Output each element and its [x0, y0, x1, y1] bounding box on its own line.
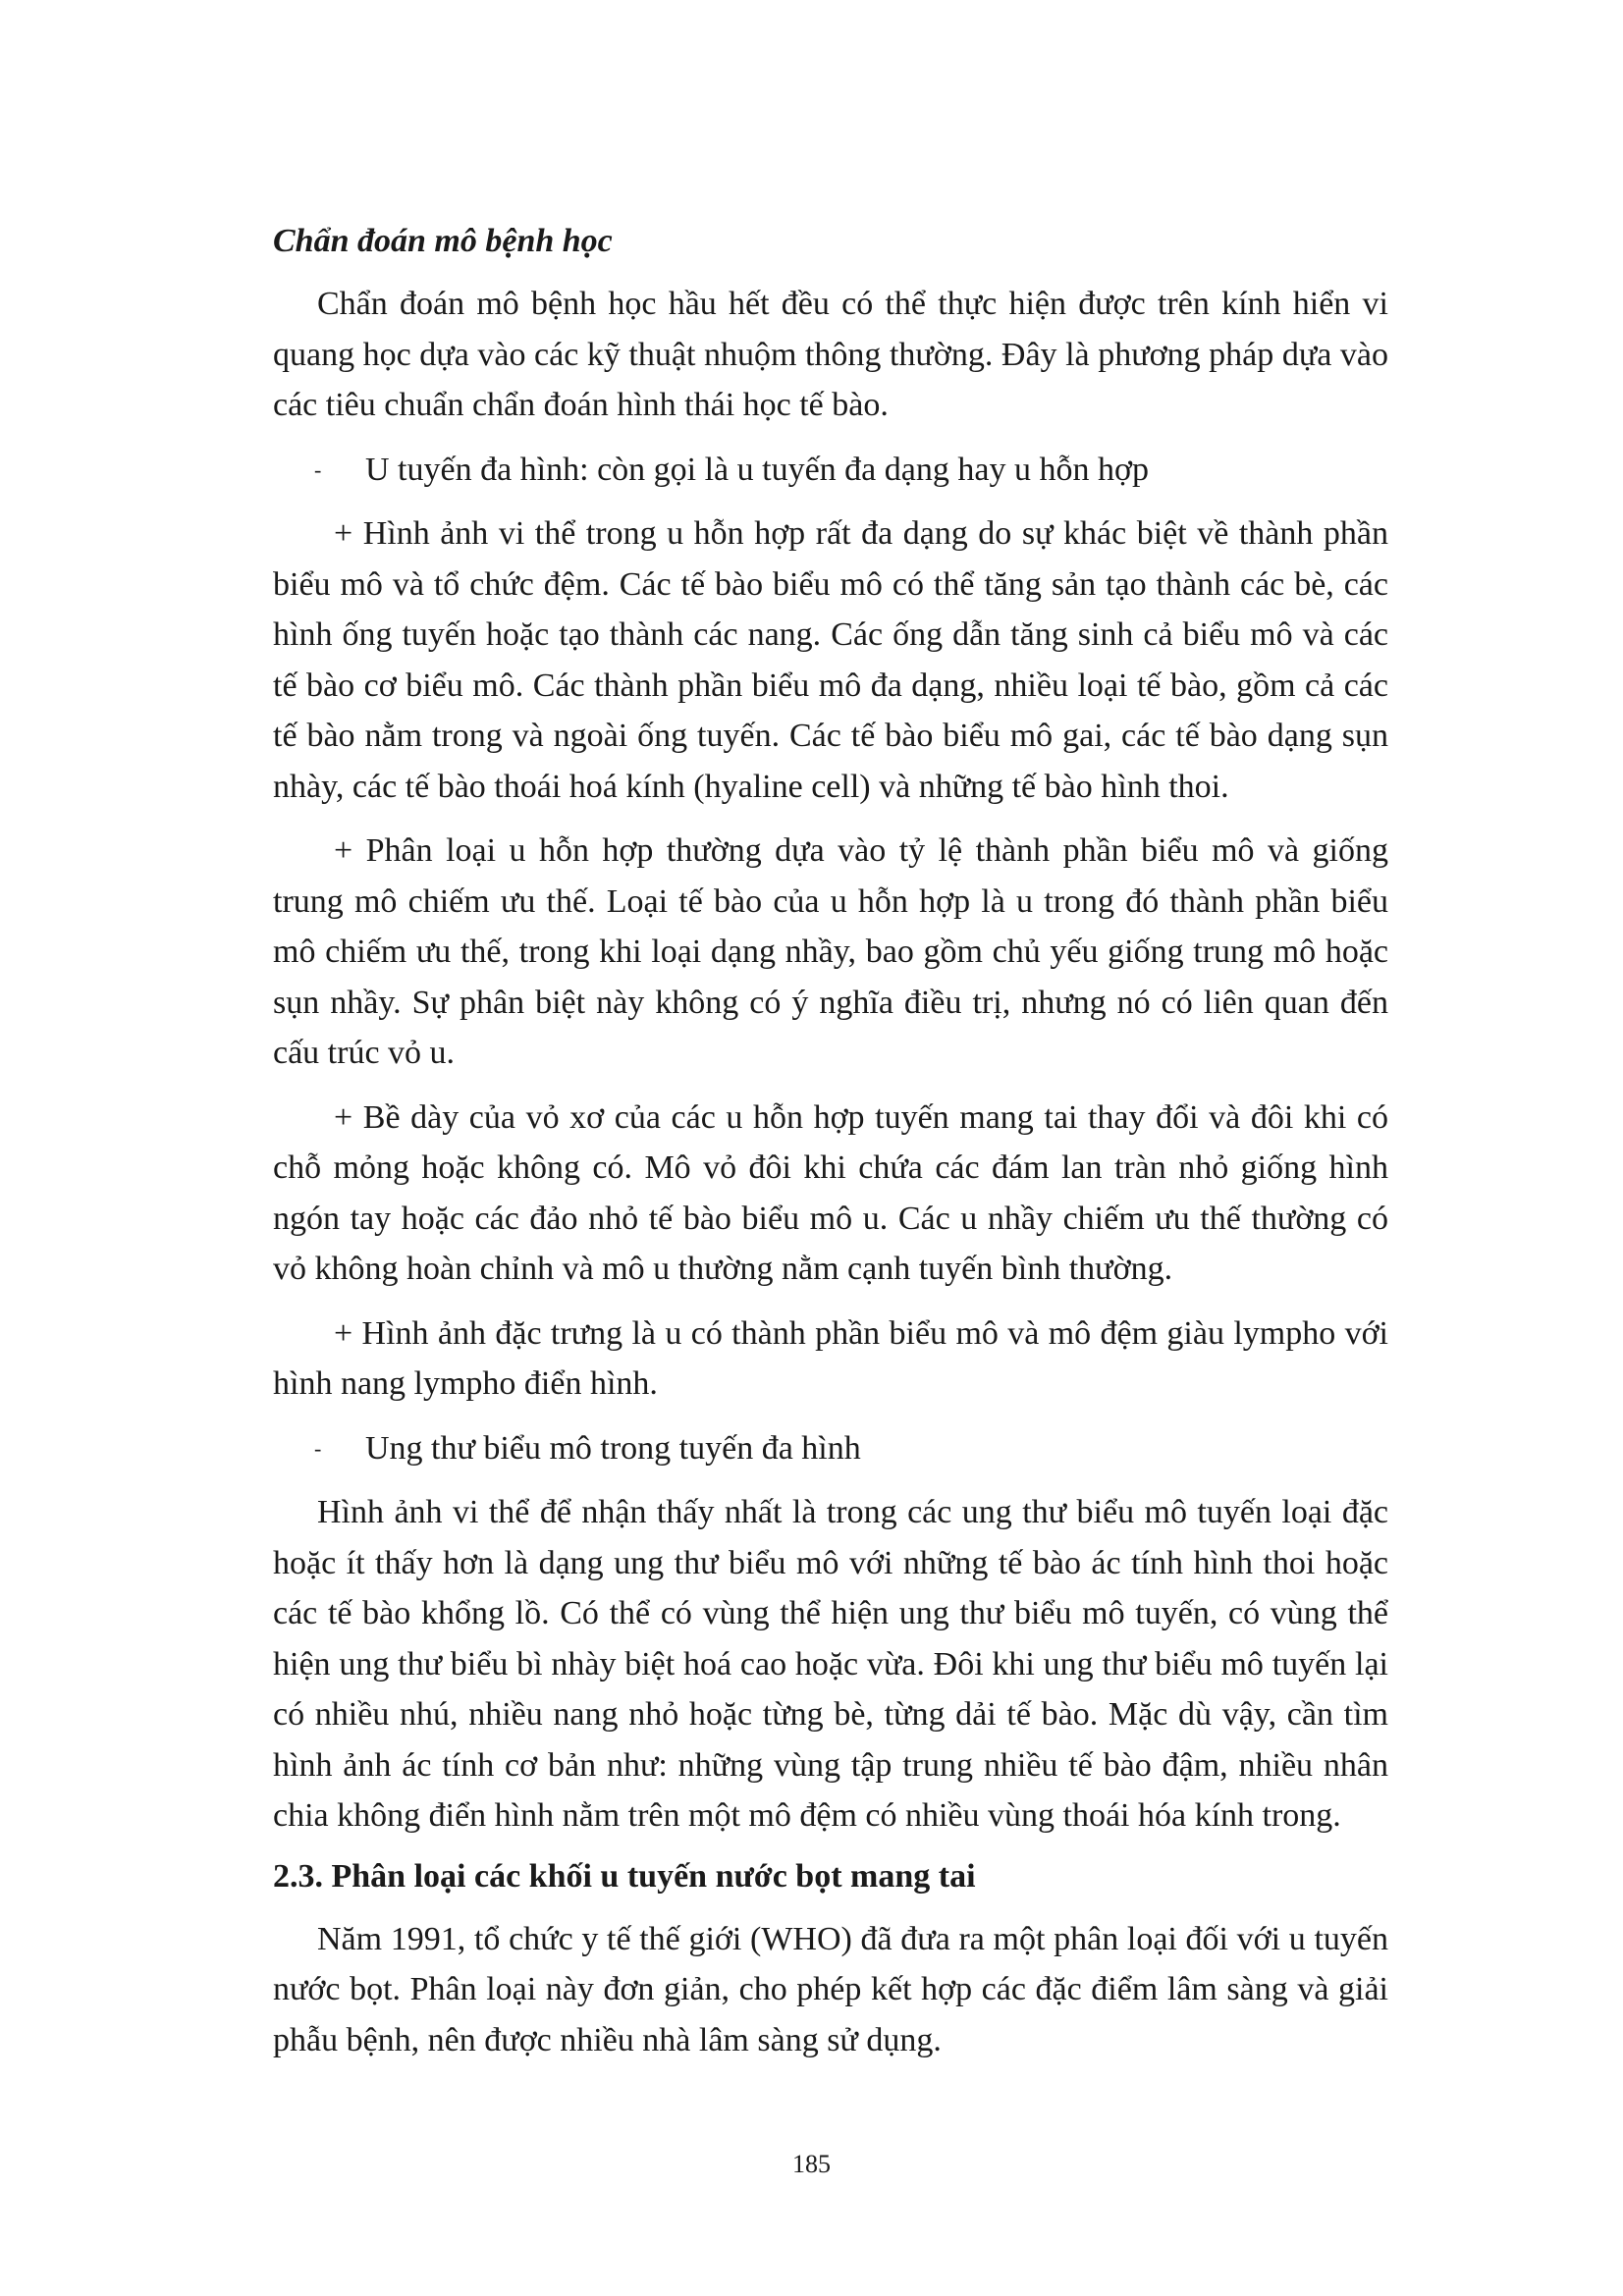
page-content	[273, 222, 1388, 2079]
page-number: 185	[792, 2150, 831, 2178]
bullet-text: U tuyến đa hình: còn gọi là u tuyến đa dạng hay u hỗn hợp	[365, 451, 1149, 488]
section-heading: 2.3. Phân loại các khối u tuyến nước bọt mang tai	[273, 1857, 976, 1895]
carcinoma-paragraph: Hình ảnh vi thể để nhận thấy nhất là trong các ung thư biểu mô tuyến loại đặc hoặc ít thấy hơn là dạng ung thư biểu mô với những tế bào ác tính hình thoi hoặc các tế bào khổng lồ. Có thể có vùng thể hiện ung thư biểu mô tuyến, có vùng thể hiện ung thư biểu bì nhày biệt hoá cao hoặc vừa. Đôi khi ung thư biểu mô tuyến lại có nhiều nhú, nhiều nang nhỏ hoặc từng bè, từng dải tế bào. Mặc dù vậy, cần tìm hình ảnh ác tính cơ bản như: những vùng tập trung nhiều tế bào đậm, nhiều nhân chia không điển hình nằm trên một mô đệm có nhiều vùng thoái hóa kính trong.	[273, 1494, 1388, 1834]
plus-paragraph-3: + Bề dày của vỏ xơ của các u hỗn hợp tuyến mang tai thay đổi và đôi khi có chỗ mỏng hoặc không có. Mô vỏ đôi khi chứa các đám lan tràn nhỏ giống hình ngón tay hoặc các đảo nhỏ tế bào biểu mô u. Các u nhầy chiếm ưu thế thường có vỏ không hoàn chỉnh và mô u thường nằm cạnh tuyến bình thường.	[273, 1098, 1388, 1287]
who-paragraph: Năm 1991, tổ chức y tế thế giới (WHO) đã đưa ra một phân loại đối với u tuyến nước bọt. Phân loại này đơn giản, cho phép kết hợp các đặc điểm lâm sàng và giải phẫu bệnh, nên được nhiều nhà lâm sàng sử dụng.	[273, 1920, 1388, 2058]
bullet-text: Ung thư biểu mô trong tuyến đa hình	[365, 1429, 861, 1467]
plus-paragraph-1: + Hình ảnh vi thể trong u hỗn hợp rất đa dạng do sự khác biệt về thành phần biểu mô và tổ chức đệm. Các tế bào biểu mô có thể tăng sản tạo thành các bè, các hình ống tuyến hoặc tạo thành các nang. Các ống dẫn tăng sinh cả biểu mô và các tế bào cơ biểu mô. Các thành phần biểu mô đa dạng, nhiều loại tế bào, gồm cả các tế bào nằm trong và ngoài ống tuyến. Các tế bào biểu mô gai, các tế bào dạng sụn nhày, các tế bào thoái hoá kính (hyaline cell) và những tế bào hình thoi.	[273, 515, 1388, 805]
bullet-marker: -	[314, 456, 322, 482]
plus-paragraph-2: + Phân loại u hỗn hợp thường dựa vào tỷ lệ thành phần biểu mô và giống trung mô chiếm ưu thế. Loại tế bào của u hỗn hợp là u trong đó thành phần biểu mô chiếm ưu thế, trong khi loại dạng nhầy, bao gồm chủ yếu giống trung mô hoặc sụn nhầy. Sự phân biệt này không có ý nghĩa điều trị, nhưng nó có liên quan đến cấu trúc vỏ u.	[273, 832, 1388, 1071]
plus-paragraph-4: + Hình ảnh đặc trưng là u có thành phần biểu mô và mô đệm giàu lympho với hình nang lympho điển hình.	[273, 1314, 1388, 1402]
intro-paragraph: Chẩn đoán mô bệnh học hầu hết đều có thể thực hiện được trên kính hiển vi quang học dựa vào các kỹ thuật nhuộm thông thường. Đây là phương pháp dựa vào các tiêu chuẩn chẩn đoán hình thái học tế bào.	[273, 286, 1388, 423]
subsection-heading: Chẩn đoán mô bệnh học	[273, 223, 613, 259]
bullet-item-pleomorphic-adenoma	[273, 445, 1388, 496]
bullet-item-carcinoma	[273, 1423, 1388, 1474]
bullet-marker: -	[314, 1435, 322, 1461]
